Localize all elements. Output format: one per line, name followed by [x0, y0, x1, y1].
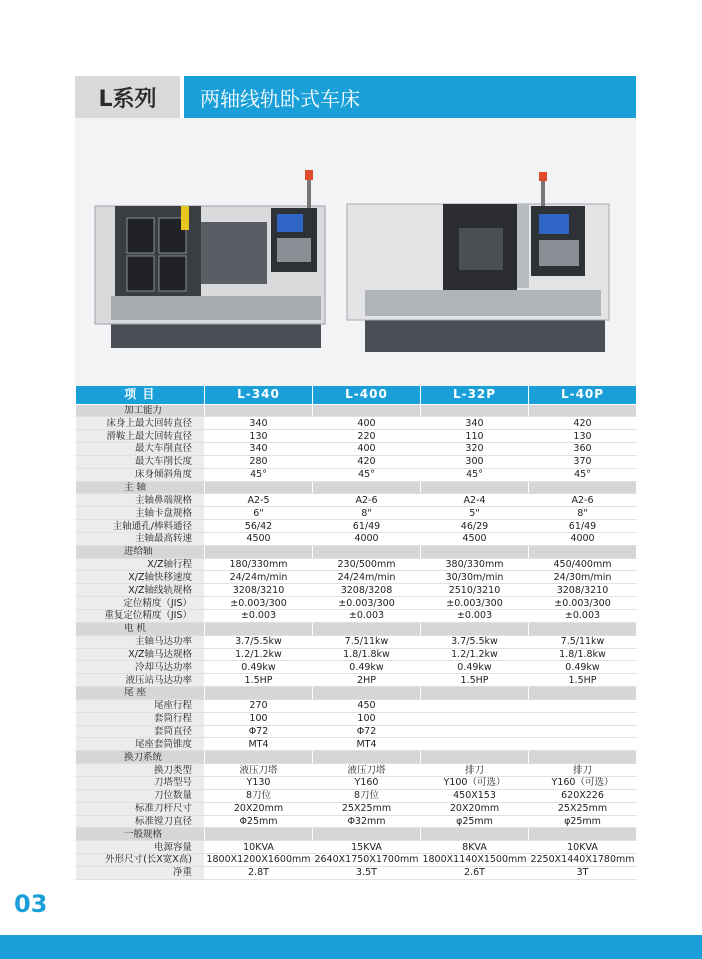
table-cell [421, 828, 529, 841]
table-cell: 24/24m/min [205, 571, 313, 584]
table-cell [313, 751, 421, 764]
table-cell [529, 751, 637, 764]
table-row [76, 712, 637, 725]
table-header-row [76, 386, 637, 404]
table-cell: 450/400mm [529, 558, 637, 571]
table-cell: 620X226 [529, 789, 637, 802]
row-label: 定位精度（JIS） [76, 597, 205, 610]
table-cell: ±0.003 [313, 610, 421, 623]
table-cell: A2-4 [421, 494, 529, 507]
table-cell [421, 751, 529, 764]
table-cell: 100 [313, 712, 421, 725]
table-cell: 24/30m/min [529, 571, 637, 584]
table-cell: A2-5 [205, 494, 313, 507]
table-cell: 100 [205, 712, 313, 725]
lathe-image-1 [95, 170, 325, 348]
table-cell: 2250X1440X1780mm [530, 854, 635, 866]
row-label: 床身倾斜角度 [76, 468, 205, 481]
row-label: 尾座套筒锥度 [76, 738, 205, 751]
table-cell [529, 622, 637, 635]
table-row [76, 558, 637, 571]
section-label: 尾 座 [76, 687, 205, 700]
table-row [76, 417, 637, 430]
table-cell: A2-6 [313, 494, 421, 507]
row-label: 液压站马达功率 [76, 674, 205, 687]
table-cell: 280 [205, 455, 313, 468]
table-cell: 300 [421, 455, 529, 468]
column-header: 项 目 [76, 386, 205, 404]
table-cell: 6" [205, 507, 313, 520]
table-cell: 8刀位 [313, 789, 421, 802]
table-cell [313, 481, 421, 494]
table-row [76, 597, 637, 610]
table-cell [529, 404, 637, 417]
table-cell [205, 404, 313, 417]
table-cell: Φ32mm [313, 815, 421, 828]
table-cell: 8刀位 [205, 789, 313, 802]
table-row [76, 507, 637, 520]
table-cell: 1800X1140X1500mm [422, 854, 527, 866]
row-label: 最大车削长度 [76, 455, 205, 468]
table-row [76, 494, 637, 507]
row-label: X/Z轴快移速度 [76, 571, 205, 584]
table-row [76, 610, 637, 623]
table-cell: 3208/3210 [205, 584, 313, 597]
table-cell [421, 622, 529, 635]
table-cell [205, 828, 313, 841]
table-row [76, 854, 637, 867]
table-cell: 340 [421, 417, 529, 430]
table-cell: 45° [421, 468, 529, 481]
lathe-image-2 [347, 172, 609, 352]
table-row [76, 699, 637, 712]
table-cell: 20X20mm [205, 802, 313, 815]
table-row [76, 802, 637, 815]
table-cell [205, 545, 313, 558]
table-row [76, 725, 637, 738]
table-cell: 230/500mm [313, 558, 421, 571]
table-cell: 270 [205, 699, 313, 712]
table-cell [529, 712, 637, 725]
table-cell: 1800X1200X1600mm [206, 854, 311, 866]
section-label: 换刀系统 [76, 751, 205, 764]
column-header: L-32P [421, 386, 529, 404]
table-cell: 2510/3210 [421, 584, 529, 597]
table-cell [205, 751, 313, 764]
table-row [76, 635, 637, 648]
table-cell: ±0.003/300 [313, 597, 421, 610]
table-cell: 45° [205, 468, 313, 481]
table-cell [421, 545, 529, 558]
table-cell [421, 404, 529, 417]
table-row [76, 443, 637, 456]
table-cell: 340 [205, 417, 313, 430]
column-header: L-340 [205, 386, 313, 404]
table-cell: 10KVA [205, 841, 313, 854]
table-row [76, 648, 637, 661]
table-cell: 0.49kw [205, 661, 313, 674]
table-cell: 3208/3208 [313, 584, 421, 597]
table-row [76, 776, 637, 789]
table-cell: 排刀 [421, 764, 529, 777]
row-label: 冷却马达功率 [76, 661, 205, 674]
row-label: 净重 [76, 866, 205, 879]
column-header: L-40P [529, 386, 637, 404]
table-cell: 20X20mm [421, 802, 529, 815]
table-row [76, 738, 637, 751]
table-cell: 56/42 [205, 520, 313, 533]
table-cell: 液压刀塔 [313, 764, 421, 777]
table-cell: 420 [529, 417, 637, 430]
table-cell: 380/330mm [421, 558, 529, 571]
footer-bar [0, 935, 702, 959]
table-cell: 3T [529, 866, 637, 879]
row-label: 电源容量 [76, 841, 205, 854]
table-cell [205, 622, 313, 635]
table-cell: ±0.003 [205, 610, 313, 623]
table-cell: 180/330mm [205, 558, 313, 571]
table-cell: 1.5HP [529, 674, 637, 687]
table-cell: 130 [205, 430, 313, 443]
page-title: 两轴线轨卧式车床 [184, 76, 636, 118]
table-cell: 220 [313, 430, 421, 443]
table-cell [313, 828, 421, 841]
row-label: 床身上最大回转直径 [76, 417, 205, 430]
table-cell: 1.8/1.8kw [313, 648, 421, 661]
table-cell: 排刀 [529, 764, 637, 777]
table-section-row [76, 404, 637, 417]
table-cell [313, 404, 421, 417]
table-cell: Y160 [313, 776, 421, 789]
table-row [76, 468, 637, 481]
table-cell [529, 828, 637, 841]
table-section-row [76, 481, 637, 494]
row-label: 换刀类型 [76, 764, 205, 777]
table-cell: 25X25mm [529, 802, 637, 815]
table-cell: 420 [313, 455, 421, 468]
table-cell: ±0.003/300 [421, 597, 529, 610]
spec-table [75, 386, 637, 880]
table-cell: 5" [421, 507, 529, 520]
row-label: 主轴卡盘规格 [76, 507, 205, 520]
table-cell: MT4 [313, 738, 421, 751]
table-row [76, 430, 637, 443]
table-cell: 4500 [421, 532, 529, 545]
table-cell: ±0.003/300 [529, 597, 637, 610]
table-cell: 2.6T [421, 866, 529, 879]
table-cell: φ25mm [529, 815, 637, 828]
table-row [76, 584, 637, 597]
table-row [76, 520, 637, 533]
table-cell: 7.5/11kw [529, 635, 637, 648]
row-label: 主轴鼻端规格 [76, 494, 205, 507]
table-cell: Y100（可选） [421, 776, 529, 789]
table-cell: 1.5HP [421, 674, 529, 687]
table-row [76, 532, 637, 545]
table-cell: 4000 [313, 532, 421, 545]
table-row [76, 866, 637, 879]
table-section-row [76, 687, 637, 700]
table-cell: 1.5HP [205, 674, 313, 687]
row-label: X/Z轴线轨规格 [76, 584, 205, 597]
table-cell: 450X153 [421, 789, 529, 802]
table-cell: 370 [529, 455, 637, 468]
table-row [76, 764, 637, 777]
table-row [76, 841, 637, 854]
row-label: 刀塔型号 [76, 776, 205, 789]
table-cell: 1.2/1.2kw [421, 648, 529, 661]
row-label: 主轴马达功率 [76, 635, 205, 648]
table-cell: Y130 [205, 776, 313, 789]
table-cell: 25X25mm [313, 802, 421, 815]
table-cell: 0.49kw [421, 661, 529, 674]
table-cell [313, 687, 421, 700]
table-cell: Φ25mm [205, 815, 313, 828]
table-cell: 340 [205, 443, 313, 456]
table-cell [421, 712, 529, 725]
table-cell: 130 [529, 430, 637, 443]
table-row [76, 815, 637, 828]
table-cell: 15KVA [313, 841, 421, 854]
table-cell: 8KVA [421, 841, 529, 854]
table-cell [421, 687, 529, 700]
table-cell: MT4 [205, 738, 313, 751]
table-cell: 液压刀塔 [205, 764, 313, 777]
section-label: 加工能力 [76, 404, 205, 417]
row-label: 标准刀杆尺寸 [76, 802, 205, 815]
table-body [76, 404, 637, 879]
table-cell: ±0.003/300 [205, 597, 313, 610]
table-section-row [76, 751, 637, 764]
column-header: L-400 [313, 386, 421, 404]
table-row [76, 455, 637, 468]
table-cell: 3.5T [313, 866, 421, 879]
table-cell: 30/30m/min [421, 571, 529, 584]
table-cell [529, 699, 637, 712]
row-label: 套筒行程 [76, 712, 205, 725]
table-cell: Y160（可选） [529, 776, 637, 789]
table-cell: A2-6 [529, 494, 637, 507]
table-cell [421, 699, 529, 712]
row-label: 滑鞍上最大回转直径 [76, 430, 205, 443]
table-cell: Φ72 [313, 725, 421, 738]
table-cell: 45° [313, 468, 421, 481]
table-cell [529, 725, 637, 738]
row-label: 主轴通孔/棒料通径 [76, 520, 205, 533]
table-cell: 8" [529, 507, 637, 520]
table-cell: 61/49 [313, 520, 421, 533]
table-cell: Φ72 [205, 725, 313, 738]
lathe-illustrations [75, 118, 636, 386]
table-cell [313, 622, 421, 635]
table-cell: 2.8T [205, 866, 313, 879]
table-cell: 2HP [313, 674, 421, 687]
row-label: 刀位数量 [76, 789, 205, 802]
table-cell: 320 [421, 443, 529, 456]
product-photo-area [75, 118, 636, 386]
series-label: L系列 [75, 76, 180, 118]
page-number: 03 [14, 890, 48, 918]
table-cell: 110 [421, 430, 529, 443]
row-label: 尾座行程 [76, 699, 205, 712]
table-cell: 7.5/11kw [313, 635, 421, 648]
row-label: 标准镗刀直径 [76, 815, 205, 828]
section-label: 进给轴 [76, 545, 205, 558]
section-label: 主 轴 [76, 481, 205, 494]
table-cell [421, 481, 529, 494]
row-label: X/Z轴行程 [76, 558, 205, 571]
table-section-row [76, 545, 637, 558]
table-cell: ±0.003 [421, 610, 529, 623]
table-row [76, 661, 637, 674]
table-cell: φ25mm [421, 815, 529, 828]
row-label: 主轴最高转速 [76, 532, 205, 545]
table-cell: 10KVA [529, 841, 637, 854]
table-row [76, 789, 637, 802]
table-cell: 24/24m/min [313, 571, 421, 584]
table-cell [313, 545, 421, 558]
table-cell: 1.2/1.2kw [205, 648, 313, 661]
table-section-row [76, 622, 637, 635]
table-cell [421, 725, 529, 738]
table-cell: 4500 [205, 532, 313, 545]
table-cell [205, 687, 313, 700]
table-cell: 8" [313, 507, 421, 520]
table-cell: 0.49kw [313, 661, 421, 674]
table-cell: 3.7/5.5kw [205, 635, 313, 648]
page-header [75, 76, 636, 118]
row-label: 重复定位精度（JIS） [76, 610, 205, 623]
table-cell: 4000 [529, 532, 637, 545]
table-cell: 360 [529, 443, 637, 456]
table-cell [529, 481, 637, 494]
table-cell: 450 [313, 699, 421, 712]
table-cell: 400 [313, 443, 421, 456]
section-label: 电 机 [76, 622, 205, 635]
section-label: 一般规格 [76, 828, 205, 841]
table-cell: 400 [313, 417, 421, 430]
row-label: 外形尺寸(长X宽X高) [76, 854, 205, 867]
row-label: 最大车削直径 [76, 443, 205, 456]
table-cell [529, 738, 637, 751]
table-cell: 1.8/1.8kw [529, 648, 637, 661]
row-label: 套筒直径 [76, 725, 205, 738]
table-cell: 2640X1750X1700mm [314, 854, 419, 866]
table-cell [205, 481, 313, 494]
table-cell: 0.49kw [529, 661, 637, 674]
table-cell: 45° [529, 468, 637, 481]
table-cell: 46/29 [421, 520, 529, 533]
table-cell: 3.7/5.5kw [421, 635, 529, 648]
row-label: X/Z轴马达规格 [76, 648, 205, 661]
table-cell [421, 738, 529, 751]
table-cell: 3208/3210 [529, 584, 637, 597]
table-cell [529, 545, 637, 558]
table-row [76, 571, 637, 584]
table-row [76, 674, 637, 687]
table-cell [529, 687, 637, 700]
table-cell: ±0.003 [529, 610, 637, 623]
table-cell: 61/49 [529, 520, 637, 533]
table-section-row [76, 828, 637, 841]
